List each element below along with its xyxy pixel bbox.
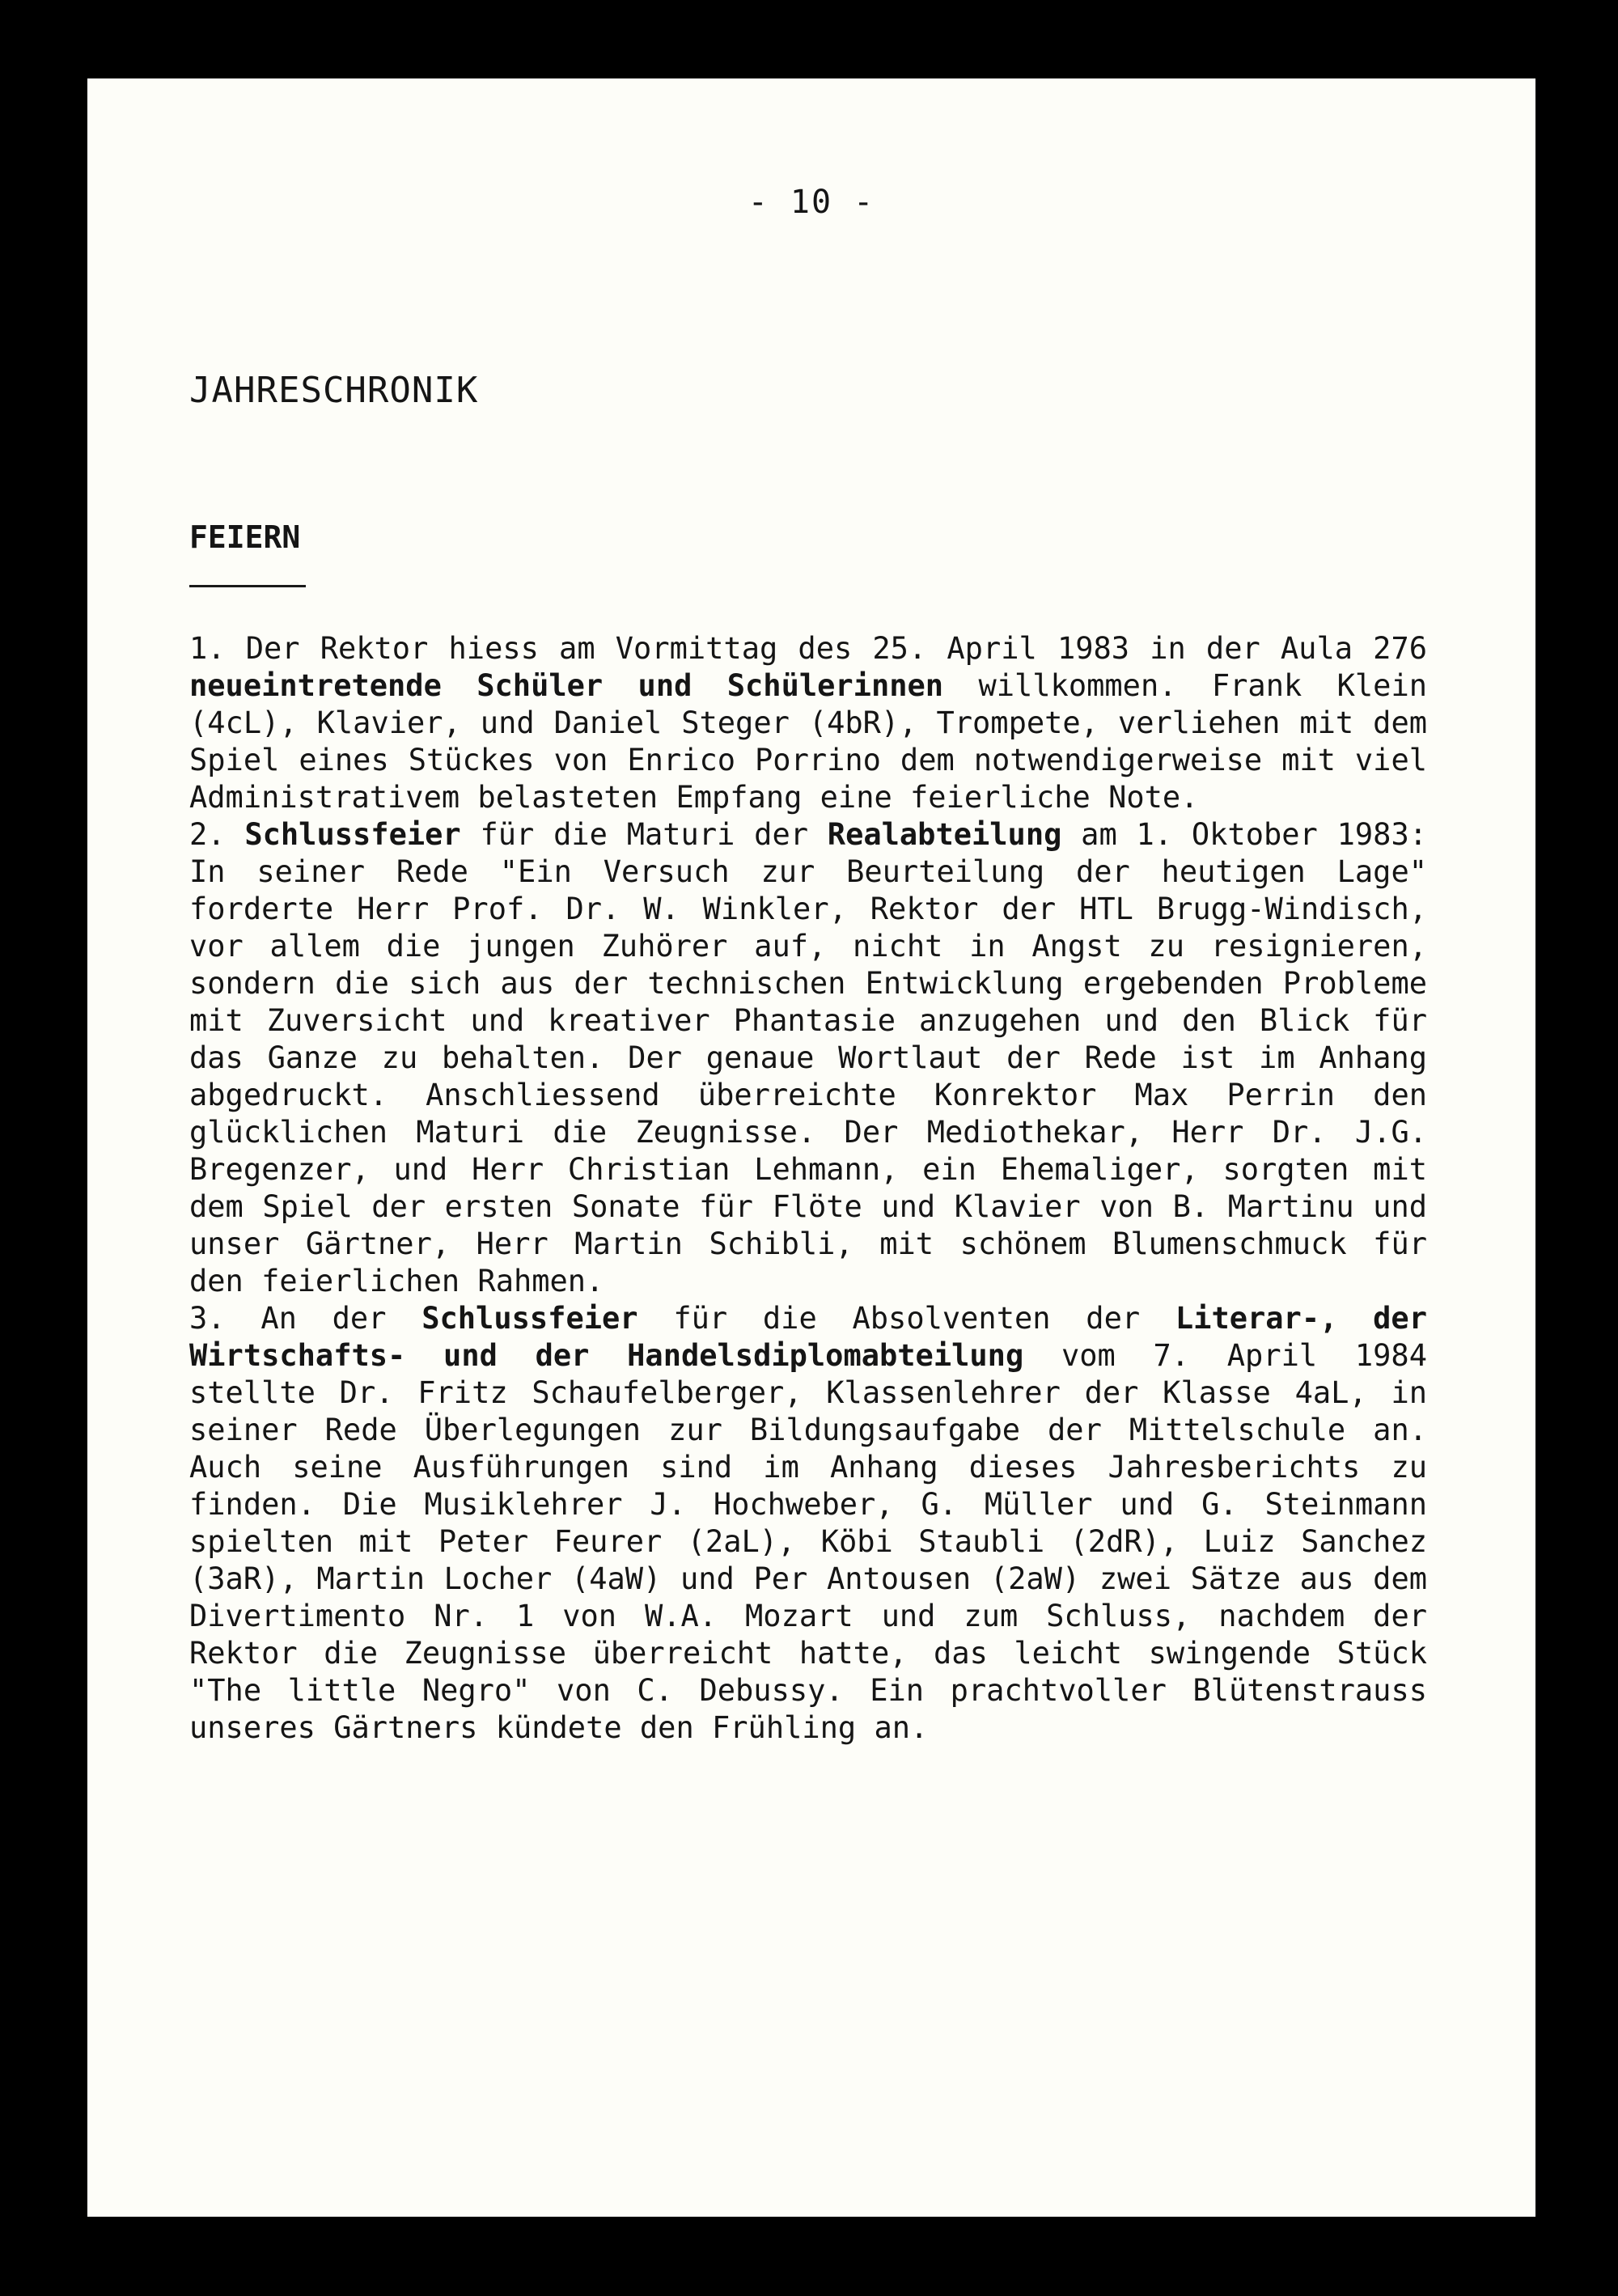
text-run: für die Maturi der (460, 817, 828, 852)
body-text (189, 630, 1427, 1747)
emphasis-text: Schlussfeier (244, 817, 461, 852)
text-run: für die Absolventen der (637, 1301, 1175, 1336)
paragraph-3 (189, 1300, 1427, 1747)
page-number: - 10 - (748, 184, 875, 221)
text-run: 3. An der (189, 1301, 422, 1336)
text-run: vom 7. April 1984 stellte Dr. Fritz Schaufelberger, Klassenlehrer der Klasse 4aL, in seiner Rede Überlegungen zur Bildungsaufgabe der Mittelschule an. Auch seine Ausführungen sind im Anhang dieses Jahresberichts zu finden. Die Musiklehrer J. Hochweber, G. Müller und G. Steinmann spielten mit Peter Feurer (2aL), Köbi Staubli (2dR), Luiz Sanchez (3aR), Martin Locher (4aW) und Per Antousen (2aW) zwei Sätze aus dem Divertimento Nr. 1 von W.A. Mozart und zum Schluss, nachdem der Rektor die Zeugnisse überreicht hatte, das leicht swingende Stück "The little Negro" von C. Debussy. Ein prachtvoller Blütenstrauss unseres Gärtners kündete den Frühling an. (189, 1338, 1427, 1745)
section-underline (189, 585, 306, 587)
emphasis-text: neueintretende Schüler und Schülerinnen (189, 668, 944, 703)
page-title: JAHRESCHRONIK (189, 370, 479, 411)
text-run: 1. Der Rektor hiess am Vormittag des 25. April 1983 in der Aula 276 (189, 631, 1427, 666)
paragraph-1 (189, 630, 1427, 816)
paragraph-2 (189, 816, 1427, 1300)
document-page (87, 78, 1535, 2217)
section-heading: FEIERN (189, 519, 301, 555)
emphasis-text: Realabteilung (827, 817, 1062, 852)
text-run: 2. (189, 817, 245, 852)
text-run: willkommen. Frank Klein (4cL), Klavier, und Daniel Steger (4bR), Trompete, verliehen mit dem Spiel eines Stückes von Enrico Porrino dem notwendigerweise mit viel Administrativem belasteten Empfang eine feierliche Note. (189, 668, 1428, 815)
emphasis-text: Schlussfeier (421, 1301, 638, 1336)
emphasis-text: Literar-, der Wirtschafts- und der Handelsdiplomabteilung (189, 1301, 1427, 1373)
text-run: am 1. Oktober 1983: In seiner Rede "Ein Versuch zur Beurteilung der heutigen Lage" forderte Herr Prof. Dr. W. Winkler, Rektor der HTL Brugg-Windisch, vor allem die jungen Zuhörer auf, nicht in Angst zu resignieren, sondern die sich aus der technischen Entwicklung ergebenden Probleme mit Zuversicht und kreativer Phantasie anzugehen und den Blick für das Ganze zu behalten. Der genaue Wortlaut der Rede ist im Anhang abgedruckt. Anschliessend überreichte Konrektor Max Perrin den glücklichen Maturi die Zeugnisse. Der Mediothekar, Herr Dr. J.G. Bregenzer, und Herr Christian Lehmann, ein Ehemaliger, sorgten mit dem Spiel der ersten Sonate für Flöte und Klavier von B. Martinu und unser Gärtner, Herr Martin Schibli, mit schönem Blumenschmuck für den feierlichen Rahmen. (189, 817, 1427, 1298)
